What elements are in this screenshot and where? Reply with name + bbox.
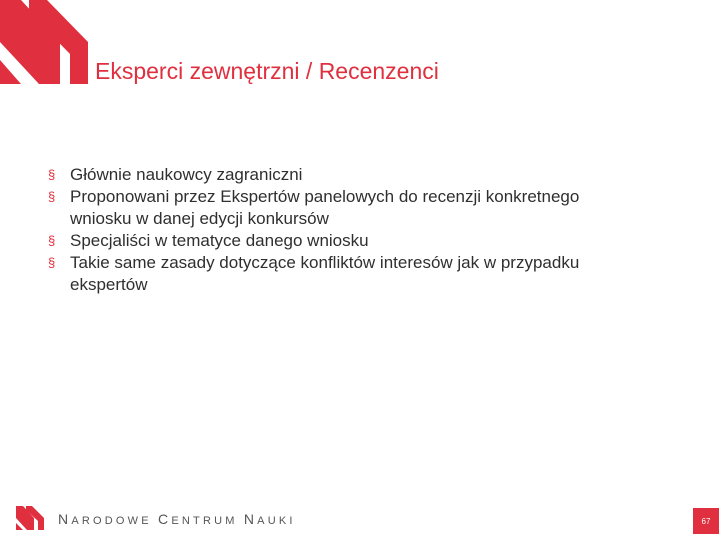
bullet-marker-icon: § (48, 189, 56, 204)
bullet-item (48, 164, 608, 186)
bullet-marker-icon: § (48, 255, 56, 270)
organization-name (58, 511, 296, 527)
bullet-item (48, 252, 608, 296)
org-name-rest: ENTRUM (171, 515, 244, 527)
org-name-rest: ARODOWE (71, 515, 159, 527)
page-number-badge: 67 (693, 508, 719, 534)
bullet-marker-icon: § (48, 233, 56, 248)
org-name-rest: AUKI (257, 515, 296, 527)
org-name-cap: C (158, 511, 172, 527)
org-name-cap: N (243, 511, 258, 527)
bullet-item (48, 230, 608, 252)
bullet-text: Specjaliści w tematyce danego wniosku (70, 231, 369, 250)
org-name-cap: N (58, 511, 72, 527)
bullet-text: Takie same zasady dotyczące konfliktów interesów jak w przypadku ekspertów (70, 253, 580, 294)
bullet-text: Proponowani przez Ekspertów panelowych do recenzji konkretnego wniosku w danej edycji konkursów (70, 187, 580, 228)
slide-title: Eksperci zewnętrzni / Recenzenci (95, 58, 439, 84)
bullet-list (48, 164, 608, 296)
bullet-marker-icon: § (48, 167, 56, 182)
bullet-text: Głównie naukowcy zagraniczni (70, 165, 303, 184)
ncn-logo-small (16, 506, 46, 530)
ncn-logo-large (0, 0, 92, 86)
bullet-item (48, 186, 608, 230)
